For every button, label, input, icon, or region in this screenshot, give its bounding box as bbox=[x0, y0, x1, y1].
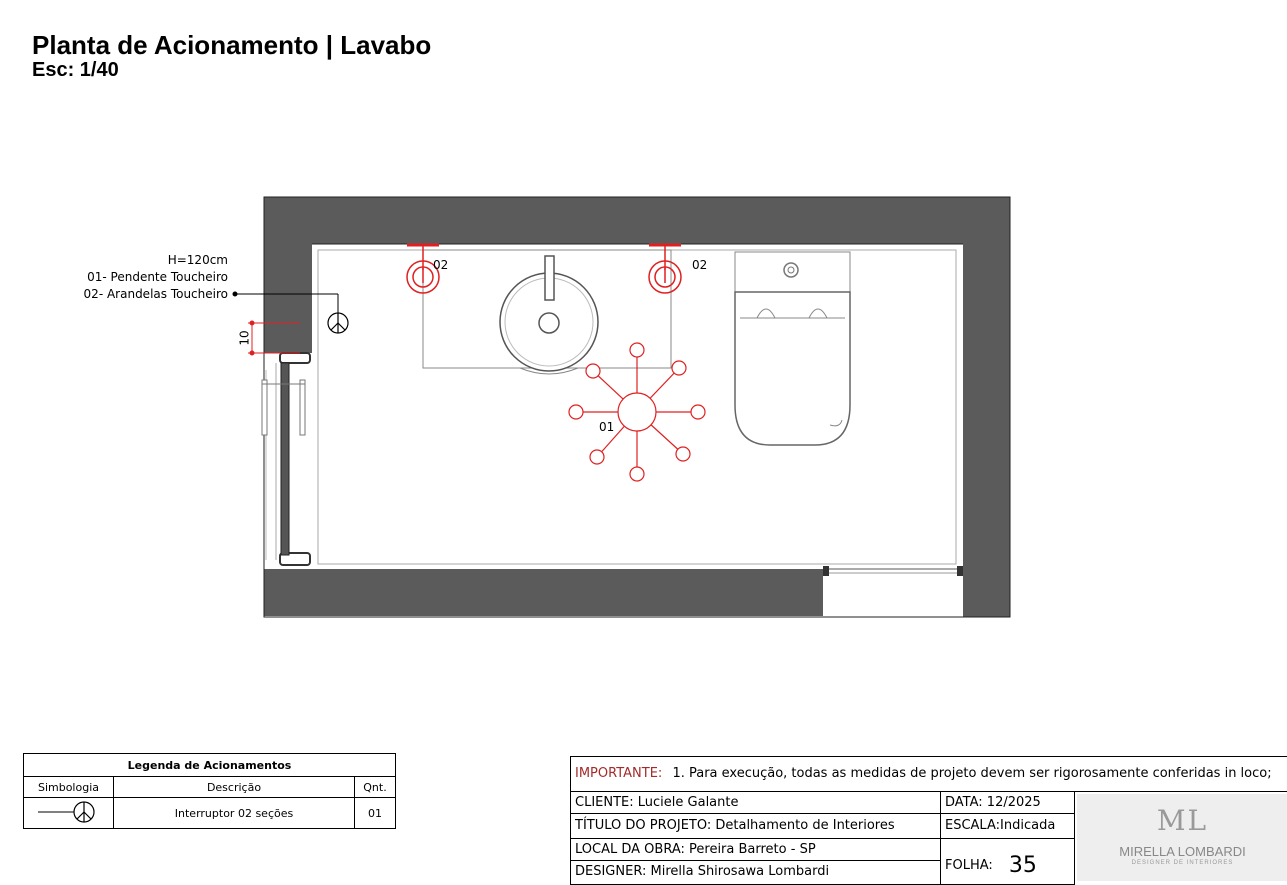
wall-left-upper bbox=[264, 197, 312, 353]
page-title: Planta de Acionamento | Lavabo bbox=[32, 30, 432, 60]
logo-name: MIRELLA LOMBARDI bbox=[1119, 844, 1246, 859]
important-row bbox=[571, 757, 1287, 792]
legend-table bbox=[23, 753, 396, 829]
project-row bbox=[571, 814, 941, 839]
scale-cell bbox=[941, 814, 1075, 839]
sheet-value: 35 bbox=[1008, 853, 1037, 878]
designer-value: Mirella Shirosawa Lombardi bbox=[650, 864, 830, 879]
dimension-label: 10 bbox=[237, 330, 252, 346]
client-value: Luciele Galante bbox=[637, 795, 739, 810]
project-label: TÍTULO DO PROJETO: bbox=[575, 818, 712, 833]
bottom-opening bbox=[823, 566, 963, 576]
sheet-label: FOLHA: bbox=[945, 858, 993, 873]
sink-drain bbox=[539, 313, 559, 333]
client-row bbox=[571, 792, 941, 814]
pendant-label: 01 bbox=[599, 420, 615, 434]
logo-area bbox=[1077, 794, 1287, 881]
annotation-line-02: 02- Arandelas Toucheiro bbox=[83, 287, 228, 301]
important-label: IMPORTANTE: bbox=[575, 766, 663, 781]
date-cell bbox=[941, 792, 1075, 814]
title-block bbox=[570, 756, 1287, 885]
project-value: Detalhamento de Interiores bbox=[715, 818, 895, 833]
date-label: DATA: bbox=[945, 795, 983, 810]
faucet bbox=[545, 256, 554, 300]
designer-label: DESIGNER: bbox=[575, 864, 647, 879]
toilet bbox=[735, 252, 850, 445]
logo-tagline: DESIGNER DE INTERIORES bbox=[1131, 860, 1234, 866]
logo-monogram: ML bbox=[1156, 804, 1209, 837]
site-value: Pereira Barreto - SP bbox=[689, 842, 816, 857]
wall-bottom bbox=[264, 569, 823, 616]
scale-value: Indicada bbox=[1000, 818, 1056, 833]
important-text: 1. Para execução, todas as medidas de projeto devem ser rigorosamente conferidas in loco; bbox=[672, 766, 1272, 781]
designer-row bbox=[571, 861, 941, 885]
legend-title: Legenda de Acionamentos bbox=[24, 754, 396, 777]
legend-col-qty: Qnt. bbox=[355, 777, 396, 798]
annotation-line-01: 01- Pendente Toucheiro bbox=[87, 270, 228, 284]
date-value: 12/2025 bbox=[986, 795, 1041, 810]
legend-col-symbol: Simbologia bbox=[24, 777, 114, 798]
legend-col-description: Descrição bbox=[114, 777, 355, 798]
site-row bbox=[571, 839, 941, 861]
wall-top bbox=[264, 197, 1010, 244]
sconce-right-label: 02 bbox=[692, 258, 708, 272]
legend-description: Interruptor 02 seções bbox=[114, 798, 355, 829]
legend-qty: 01 bbox=[355, 798, 396, 829]
page-scale: Esc: 1/40 bbox=[32, 59, 119, 81]
door bbox=[262, 353, 310, 565]
client-label: CLIENTE: bbox=[575, 795, 634, 810]
sconce-left-label: 02 bbox=[433, 258, 449, 272]
scale-label: ESCALA: bbox=[945, 818, 1001, 833]
legend-row bbox=[24, 798, 396, 829]
site-label: LOCAL DA OBRA: bbox=[575, 842, 685, 857]
wall-switch-icon bbox=[328, 313, 348, 333]
switch-icon bbox=[34, 799, 104, 825]
wall-right bbox=[963, 197, 1010, 617]
sheet-cell bbox=[941, 839, 1075, 885]
annotation-height: H=120cm bbox=[167, 253, 228, 267]
legend-symbol-cell bbox=[24, 798, 114, 829]
